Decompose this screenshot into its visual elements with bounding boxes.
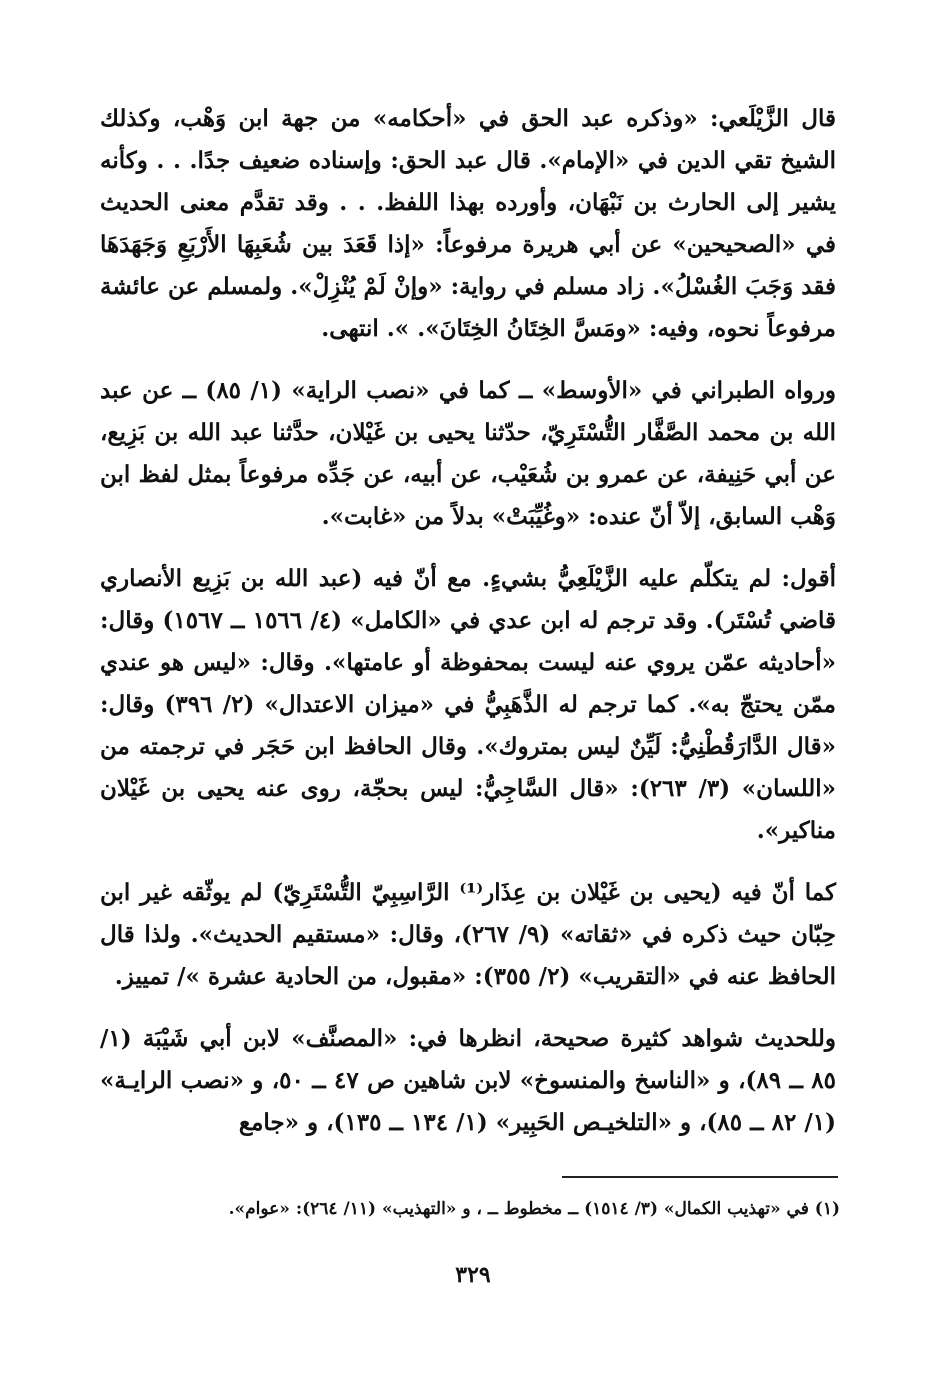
page-number: ٣٢٩ (455, 1262, 491, 1288)
paragraph-zaylai-quote: قال الزَّيْلَعي: «وذكره عبد الحق في «أحكامه» من جهة ابن وَهْب، وكذلك الشيخ تقي الدين في «الإمام». قال عبد الحق: وإسناده ضعيف جدًا. . . وكأنه يشير إلى الحارث بن نَبْهَان، وأورده بهذا اللفظ. . . وقد تقدَّم معنى الحديث في «الصحيحين» عن أبي هريرة مرفوعاً: «إذا قَعَدَ بين شُعَبِهَا الأَرْبَعِ وَجَهَدَهَا فقد وَجَبَ الغُسْلُ». زاد مسلم في رواية: «وإنْ لَمْ يُنْزِلْ». ولمسلم عن عائشة مرفوعاً نحوه، وفيه: «ومَسَّ الخِتَانُ الخِتَانَ». ». انتهى. (100, 105, 836, 342)
paragraph-critique-bazi: أقول: لم يتكلّم عليه الزَّيْلَعِيُّ بشيءٍ. مع أنّ فيه (عبد الله بن بَزِيع الأنصاري قاضي تُسْتَر). وقد ترجم له ابن عدي في «الكامل» (٤/ ١٥٦٦ ــ ١٥٦٧) وقال: «أحاديثه عمّن يروي عنه ليست بمحفوظة أو عامتها». وقال: «ليس هو عندي ممّن يحتجّ به». كما ترجم له الذَّهَبِيُّ في «ميزان الاعتدال» (٢/ ٣٩٦) وقال: «قال الدَّارَقُطْنِيُّ: لَيِّنٌ ليس بمتروك». وقال الحافظ ابن حَجَر في ترجمته من «اللسان» (٣/ ٢٦٣): «قال السَّاجِيُّ: ليس بحجّة، روى عنه يحيى بن غَيْلان مناكير». (100, 565, 836, 844)
footnote: (١) في «تهذيب الكمال» (٣/ ١٥١٤) ــ مخطوط ــ ، و «التهذيب» (١١/ ٢٦٤): «عوام». (228, 1199, 840, 1219)
paragraph-critique-ghaylan: كما أنّ فيه (يحيى بن غَيْلان بن عِذَار⁽¹⁾ الرَّاسِبِيّ التُّسْتَرِيّ) لم يوثّقه غير ابن حِبّان حيث ذكره في «ثقاته» (٩/ ٢٦٧)، وقال: «مستقيم الحديث». ولذا قال الحافظ عنه في «التقريب» (٢/ ٣٥٥): «مقبول، من الحادية عشرة »/ تمييز. (100, 879, 836, 990)
footnote-divider (562, 1176, 838, 1178)
main-text (100, 98, 836, 1144)
paragraph-tabarani: ورواه الطبراني في «الأوسط» ــ كما في «نصب الراية» (١/ ٨٥) ــ عن عبد الله بن محمد الصَّفَّار التُّسْتَرِيّ، حدّثنا يحيى بن غَيْلان، حدَّثنا عبد الله بن بَزِيع، عن أبي حَنِيفة، عن عمرو بن شُعَيْب، عن أبيه، عن جَدِّه مرفوعاً بمثل لفظ ابن وَهْب السابق، إلاّ أنّ عنده: «وغُيِّبَتْ» بدلاً من «غابت». (100, 377, 836, 530)
paragraph-supporting-evidence: وللحديث شواهد كثيرة صحيحة، انظرها في: «المصنَّف» لابن أبي شَيْبَة (١/ ٨٥ ــ ٨٩)، و «الناسخ والمنسوخ» لابن شاهين ص ٤٧ ــ ٥٠، و «نصب الرايـة» (١/ ٨٢ ــ ٨٥)، و «التلخيـص الحَبِير» (١/ ١٣٤ ــ ١٣٥)، و «جامع (100, 1025, 837, 1136)
